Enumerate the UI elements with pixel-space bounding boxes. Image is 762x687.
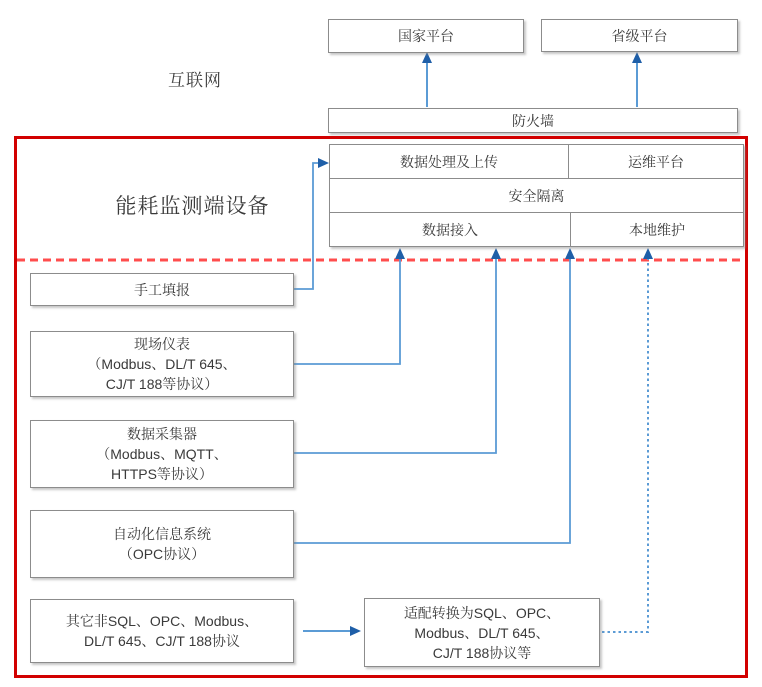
gateway-row-isolation: [330, 179, 743, 213]
security-isolation-label: 安全隔离: [508, 187, 565, 204]
automation-system-line1: 自动化信息系统: [113, 526, 211, 542]
field-instrument-line1: 现场仪表: [134, 336, 190, 352]
field-instrument-line3: CJ/T 188等协议）: [105, 376, 219, 392]
data-collector-line2: （Modbus、MQTT、: [96, 446, 228, 462]
provincial-platform-box: [541, 19, 738, 52]
protocol-adapter-box: [364, 598, 600, 667]
field-instrument-box: [30, 331, 294, 397]
gateway-row-access: [330, 213, 743, 246]
protocol-adapter-line1: 适配转换为SQL、OPC、: [403, 604, 561, 621]
firewall-label: 防火墙: [512, 112, 554, 129]
automation-system-box: [30, 510, 294, 578]
manual-report-box: [30, 273, 294, 306]
field-instrument-line2: （Modbus、DL/T 645、: [87, 356, 237, 372]
automation-system-line2: （OPC协议）: [118, 546, 206, 562]
data-upload-cell: [330, 145, 569, 178]
data-collector-box: [30, 420, 294, 488]
internet-label: 互联网: [168, 71, 222, 90]
gateway-stack: [329, 144, 744, 247]
data-collector-line1: 数据采集器: [127, 426, 197, 442]
protocol-adapter-line3: CJ/T 188协议等: [432, 644, 532, 661]
security-isolation-cell: [330, 179, 743, 212]
data-upload-label: 数据处理及上传: [400, 153, 498, 170]
device-group-label: 能耗监测端设备: [115, 195, 270, 218]
provincial-platform-label: 省级平台: [611, 27, 668, 44]
gateway-row-upload: [330, 145, 743, 179]
data-collector-line3: HTTPS等协议）: [111, 466, 213, 482]
protocol-adapter-line2: Modbus、DL/T 645、: [414, 624, 550, 641]
arrowhead-up-icon: [632, 52, 642, 63]
ops-platform-cell: [569, 145, 743, 178]
other-protocol-line2: DL/T 645、CJ/T 188协议: [84, 633, 240, 649]
other-protocol-line1: 其它非SQL、OPC、Modbus、: [65, 613, 259, 629]
ops-platform-label: 运维平台: [628, 153, 684, 170]
firewall-box: [328, 108, 738, 133]
data-access-cell: [330, 213, 571, 246]
local-maintenance-cell: [571, 213, 743, 246]
data-access-label: 数据接入: [422, 221, 478, 238]
manual-report-label: 手工填报: [134, 281, 190, 298]
local-maintenance-label: 本地维护: [629, 221, 685, 238]
arrowhead-up-icon: [422, 52, 432, 63]
national-platform-label: 国家平台: [398, 28, 454, 44]
national-platform-box: [328, 19, 524, 53]
other-protocol-box: [30, 599, 294, 663]
